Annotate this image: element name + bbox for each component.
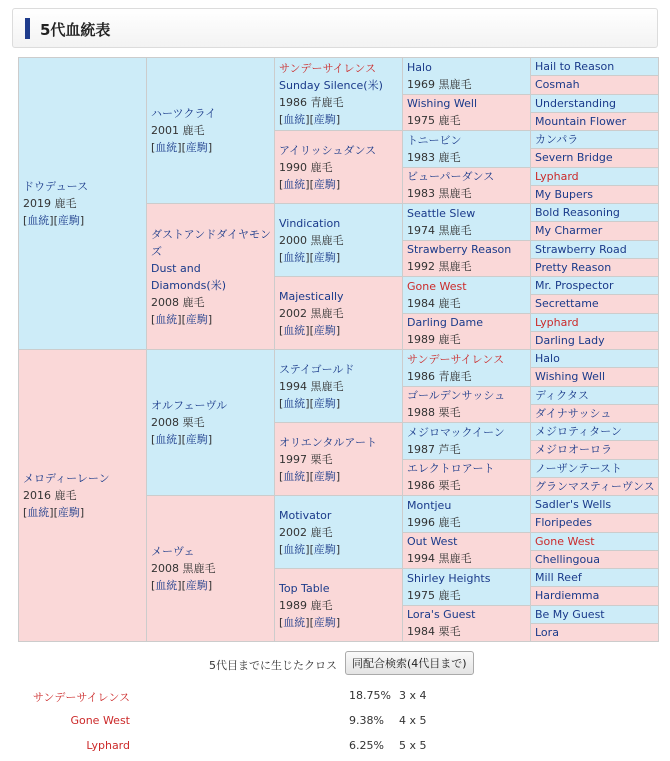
pedigree-link[interactable]: 血統: [283, 615, 306, 629]
horse-name[interactable]: カンパラ: [535, 133, 579, 147]
horse-info: 2008 鹿毛: [151, 295, 205, 309]
horse-info: 1974 黒鹿毛: [407, 223, 472, 237]
horse-links: [血統][産駒]: [279, 469, 341, 483]
pedigree-cell-gen3: [275, 58, 403, 131]
pedigree-cell-gen5: [531, 185, 659, 203]
pedigree-link[interactable]: 血統: [283, 250, 306, 264]
horse-links: [血統][産駒]: [279, 323, 341, 337]
offspring-link[interactable]: 産駒: [185, 433, 208, 446]
pedigree-cell-gen3: [275, 277, 403, 350]
horse-name[interactable]: Be My Guest: [535, 607, 605, 621]
horse-links: [血統][産駒]: [279, 615, 341, 629]
offspring-link[interactable]: 産駒: [313, 615, 336, 629]
horse-info: 1989 鹿毛: [407, 333, 461, 347]
horse-links: [血統][産駒]: [151, 433, 213, 446]
horse-info: 1984 鹿毛: [407, 296, 461, 310]
horse-name[interactable]: エレクトロアート: [407, 462, 495, 476]
offspring-link[interactable]: 産駒: [313, 469, 336, 483]
pedigree-cell-gen4: [403, 350, 531, 387]
offspring-link[interactable]: 産駒: [57, 506, 80, 519]
pedigree-cell-gen5: [531, 496, 659, 514]
cross-generations: 5 x 5: [399, 739, 427, 752]
horse-links: [血統][産駒]: [23, 506, 85, 519]
horse-info: 1983 黒鹿毛: [407, 187, 472, 201]
same-breeding-search-button[interactable]: 同配合検索(4代目まで): [345, 651, 474, 675]
horse-name[interactable]: ハーツクライ: [151, 107, 217, 120]
cross-horse-name[interactable]: サンデーサイレンス: [32, 691, 130, 704]
pedigree-cell-gen4: [403, 58, 531, 95]
horse-info: 1987 芦毛: [407, 442, 461, 456]
horse-name[interactable]: Shirley Heights: [407, 571, 491, 585]
pedigree-cell-gen5: [531, 386, 659, 404]
horse-info: 1975 鹿毛: [407, 114, 461, 128]
horse-name[interactable]: Gone West: [407, 279, 467, 293]
pedigree-cell-gen3: [275, 131, 403, 204]
horse-name[interactable]: サンデーサイレンス: [407, 352, 505, 366]
pedigree-cell-gen5: [531, 313, 659, 331]
pedigree-cell-gen3: [275, 350, 403, 423]
pedigree-cell-gen5: [531, 167, 659, 185]
offspring-link[interactable]: 産駒: [313, 396, 336, 410]
horse-name[interactable]: オリエンタルアート: [279, 435, 378, 449]
horse-links: [血統][産駒]: [279, 113, 341, 126]
pedigree-cell-gen4: [403, 569, 531, 606]
horse-info: 1983 鹿毛: [407, 150, 461, 164]
pedigree-link[interactable]: 血統: [283, 177, 306, 191]
horse-name[interactable]: Chellingoua: [535, 552, 600, 566]
horse-info: 2019 鹿毛: [23, 197, 77, 210]
horse-name[interactable]: メロディーレーン: [23, 472, 110, 485]
horse-info: 1984 栗毛: [407, 625, 461, 639]
pedigree-cell-gen5: [531, 331, 659, 349]
pedigree-cell-gen4: [403, 94, 531, 131]
horse-name[interactable]: Vindication: [279, 216, 341, 230]
pedigree-cell-gen2: [147, 204, 275, 350]
horse-name[interactable]: トニービン: [407, 133, 462, 147]
offspring-link[interactable]: 産駒: [185, 141, 208, 154]
horse-name[interactable]: Cosmah: [535, 78, 580, 92]
pedigree-cell-gen2: [147, 350, 275, 496]
horse-info: 2002 黒鹿毛: [279, 306, 344, 320]
pedigree-cell-gen4: [403, 131, 531, 168]
offspring-link[interactable]: 産駒: [185, 579, 208, 592]
pedigree-cell-gen3: [275, 423, 403, 496]
pedigree-cell-gen5: [531, 58, 659, 76]
cross-row: [0, 689, 460, 707]
horse-name[interactable]: Hail to Reason: [535, 60, 615, 74]
pedigree-cell-gen5: [531, 149, 659, 167]
pedigree-cell-gen5: [531, 350, 659, 368]
horse-name[interactable]: Mill Reef: [535, 571, 582, 585]
cross-row: [0, 714, 460, 732]
horse-name[interactable]: Sadler's Wells: [535, 498, 612, 512]
pedigree-cell-gen4: [403, 204, 531, 241]
horse-info: 1988 栗毛: [407, 406, 461, 420]
pedigree-link[interactable]: 血統: [283, 469, 306, 483]
horse-name[interactable]: グランマスティーヴンス: [535, 479, 655, 493]
horse-name[interactable]: ノーザンテースト: [535, 461, 622, 475]
pedigree-link[interactable]: 血統: [155, 433, 178, 446]
horse-name[interactable]: Lyphard: [535, 315, 579, 329]
pedigree-cell-gen3: [275, 569, 403, 642]
horse-info: 1989 鹿毛: [279, 598, 333, 612]
horse-links: [血統][産駒]: [279, 177, 341, 191]
horse-name[interactable]: Halo: [407, 60, 432, 74]
pedigree-cell-gen5: [531, 623, 659, 641]
horse-name[interactable]: Lora: [535, 625, 559, 639]
header-accent-bar: [25, 18, 30, 39]
pedigree-cell-gen5: [531, 532, 659, 550]
horse-name[interactable]: Understanding: [535, 96, 617, 110]
section-header: [12, 8, 658, 48]
horse-name[interactable]: メジロティターン: [535, 425, 622, 439]
horse-name[interactable]: Mountain Flower: [535, 114, 627, 128]
pedigree-cell-gen5: [531, 112, 659, 130]
horse-links: [血統][産駒]: [279, 396, 341, 410]
horse-name[interactable]: サンデーサイレンス: [279, 62, 377, 75]
horse-name[interactable]: My Bupers: [535, 187, 594, 201]
pedigree-link[interactable]: 血統: [27, 506, 50, 519]
pedigree-cell-gen4: [403, 459, 531, 496]
horse-info: 2016 鹿毛: [23, 489, 77, 502]
pedigree-cell-gen5: [531, 569, 659, 587]
pedigree-cell-gen5: [531, 404, 659, 422]
horse-info: 2008 栗毛: [151, 416, 205, 429]
horse-name[interactable]: ディクタス: [535, 388, 589, 402]
pedigree-cell-gen4: [403, 496, 531, 533]
pedigree-cell-gen1: [19, 58, 147, 350]
horse-info: 2008 黒鹿毛: [151, 562, 216, 575]
horse-name[interactable]: ゴールデンサッシュ: [407, 389, 506, 403]
pedigree-link[interactable]: 血統: [27, 214, 50, 227]
horse-name[interactable]: ドウデュース: [23, 180, 89, 193]
pedigree-cell-gen4: [403, 240, 531, 277]
horse-name: Sunday Silence(米): [279, 79, 383, 92]
horse-name[interactable]: Montjeu: [407, 498, 452, 512]
pedigree-cell-gen2: [147, 496, 275, 642]
pedigree-cell-gen5: [531, 423, 659, 441]
horse-info: 1986 栗毛: [407, 479, 461, 493]
horse-info: 1969 黒鹿毛: [407, 77, 472, 91]
horse-info: 2002 鹿毛: [279, 525, 333, 539]
pedigree-cell-gen5: [531, 514, 659, 532]
horse-links: [血統][産駒]: [279, 542, 341, 556]
cross-horse-name[interactable]: Lyphard: [86, 739, 130, 752]
offspring-link[interactable]: 産駒: [313, 250, 336, 264]
pedigree-link[interactable]: 血統: [155, 579, 178, 592]
horse-name[interactable]: Strawberry Road: [535, 242, 627, 256]
page-title: 5代血統表: [40, 21, 111, 39]
cross-label: 5代目までに生じたクロス: [209, 659, 337, 672]
pedigree-cell-gen2: [147, 58, 275, 204]
pedigree-cell-gen5: [531, 477, 659, 495]
horse-info: 1975 鹿毛: [407, 588, 461, 602]
horse-info: 1997 栗毛: [279, 452, 333, 466]
cross-percentage: 18.75%: [349, 689, 391, 702]
horse-name[interactable]: Wishing Well: [407, 97, 478, 111]
horse-name[interactable]: Lyphard: [535, 169, 579, 183]
horse-name[interactable]: Strawberry Reason: [407, 243, 512, 257]
pedigree-cell-gen3: [275, 496, 403, 569]
horse-info: 2001 鹿毛: [151, 124, 205, 137]
horse-name[interactable]: アイリッシュダンス: [279, 143, 377, 157]
pedigree-cell-gen5: [531, 222, 659, 240]
pedigree-cell-gen4: [403, 277, 531, 314]
horse-name[interactable]: Top Table: [279, 581, 330, 595]
horse-name[interactable]: ダイナサッシュ: [535, 406, 612, 420]
horse-name[interactable]: ビューパーダンス: [407, 170, 495, 184]
pedigree-link[interactable]: 血統: [155, 141, 178, 154]
cross-percentage: 9.38%: [349, 714, 384, 727]
pedigree-cell-gen5: [531, 587, 659, 605]
pedigree-cell-gen4: [403, 167, 531, 204]
offspring-link[interactable]: 産駒: [313, 542, 336, 556]
horse-name[interactable]: Pretty Reason: [535, 260, 612, 274]
pedigree-table: [18, 57, 659, 642]
pedigree-link[interactable]: 血統: [283, 396, 306, 410]
pedigree-cell-gen5: [531, 76, 659, 94]
horse-name[interactable]: Out West: [407, 535, 458, 549]
pedigree-cell-gen5: [531, 459, 659, 477]
pedigree-cell-gen5: [531, 131, 659, 149]
pedigree-link[interactable]: 血統: [283, 323, 306, 337]
horse-name[interactable]: メジロオーロラ: [535, 443, 612, 457]
horse-name[interactable]: メーヴェ: [151, 545, 195, 558]
horse-name[interactable]: メジロマックイーン: [407, 425, 505, 439]
cross-row: [0, 739, 460, 757]
pedigree-cell-gen5: [531, 204, 659, 222]
horse-name[interactable]: ステイゴールド: [279, 362, 355, 376]
horse-name[interactable]: Halo: [535, 352, 560, 366]
horse-info: 1990 鹿毛: [279, 160, 333, 174]
horse-info: 2000 黒鹿毛: [279, 233, 344, 247]
horse-name[interactable]: My Charmer: [535, 224, 603, 238]
pedigree-cell-gen5: [531, 94, 659, 112]
pedigree-cell-gen4: [403, 313, 531, 350]
horse-name[interactable]: オルフェーヴル: [151, 399, 228, 412]
horse-name[interactable]: Bold Reasoning: [535, 206, 620, 220]
horse-name[interactable]: Darling Dame: [407, 316, 483, 330]
pedigree-link[interactable]: 血統: [283, 113, 306, 126]
pedigree-cell-gen5: [531, 368, 659, 386]
horse-name[interactable]: ダストアンドダイヤモンズ Dust and Diamonds(米): [151, 227, 272, 292]
horse-info: 1994 黒鹿毛: [279, 379, 344, 393]
pedigree-cell-gen5: [531, 605, 659, 623]
cross-generations: 3 x 4: [399, 689, 427, 702]
pedigree-cell-gen4: [403, 532, 531, 569]
cross-percentage: 6.25%: [349, 739, 384, 752]
horse-name[interactable]: Majestically: [279, 289, 344, 303]
offspring-link[interactable]: 産駒: [57, 214, 80, 227]
horse-info: 1996 鹿毛: [407, 515, 461, 529]
cross-generations: 4 x 5: [399, 714, 427, 727]
horse-name[interactable]: Hardiemma: [535, 589, 600, 603]
horse-name[interactable]: Mr. Prospector: [535, 279, 614, 293]
pedigree-cell-gen4: [403, 386, 531, 423]
horse-info: 1992 黒鹿毛: [407, 260, 472, 274]
horse-name[interactable]: Motivator: [279, 508, 332, 522]
offspring-link[interactable]: 産駒: [313, 113, 336, 126]
pedigree-cell-gen1: [19, 350, 147, 642]
horse-links: [血統][産駒]: [151, 312, 213, 326]
horse-name[interactable]: Floripedes: [535, 516, 592, 530]
pedigree-cell-gen5: [531, 295, 659, 313]
horse-links: [血統][産駒]: [279, 250, 341, 264]
horse-name[interactable]: Seattle Slew: [407, 206, 476, 220]
horse-name[interactable]: Darling Lady: [535, 333, 605, 347]
pedigree-link[interactable]: 血統: [283, 542, 306, 556]
pedigree-cell-gen5: [531, 441, 659, 459]
pedigree-cell-gen4: [403, 423, 531, 460]
offspring-link[interactable]: 産駒: [185, 312, 208, 326]
offspring-link[interactable]: 産駒: [313, 177, 336, 191]
horse-name[interactable]: Severn Bridge: [535, 151, 613, 165]
horse-info: 1986 青鹿毛: [407, 369, 472, 383]
pedigree-cell-gen5: [531, 550, 659, 568]
offspring-link[interactable]: 産駒: [313, 323, 336, 337]
cross-horse-name[interactable]: Gone West: [70, 714, 130, 727]
pedigree-cell-gen4: [403, 605, 531, 642]
horse-links: [血統][産駒]: [151, 141, 213, 154]
horse-info: 1986 青鹿毛: [279, 96, 344, 109]
horse-name[interactable]: Gone West: [535, 534, 595, 548]
pedigree-cell-gen5: [531, 277, 659, 295]
horse-name[interactable]: Lora's Guest: [407, 608, 476, 622]
pedigree-cell-gen5: [531, 258, 659, 276]
pedigree-cell-gen3: [275, 204, 403, 277]
pedigree-link[interactable]: 血統: [155, 312, 178, 326]
horse-links: [血統][産駒]: [151, 579, 213, 592]
horse-name[interactable]: Secrettame: [535, 297, 599, 311]
horse-info: 1994 黒鹿毛: [407, 552, 472, 566]
horse-links: [血統][産駒]: [23, 214, 85, 227]
horse-name[interactable]: Wishing Well: [535, 370, 606, 384]
pedigree-cell-gen5: [531, 240, 659, 258]
